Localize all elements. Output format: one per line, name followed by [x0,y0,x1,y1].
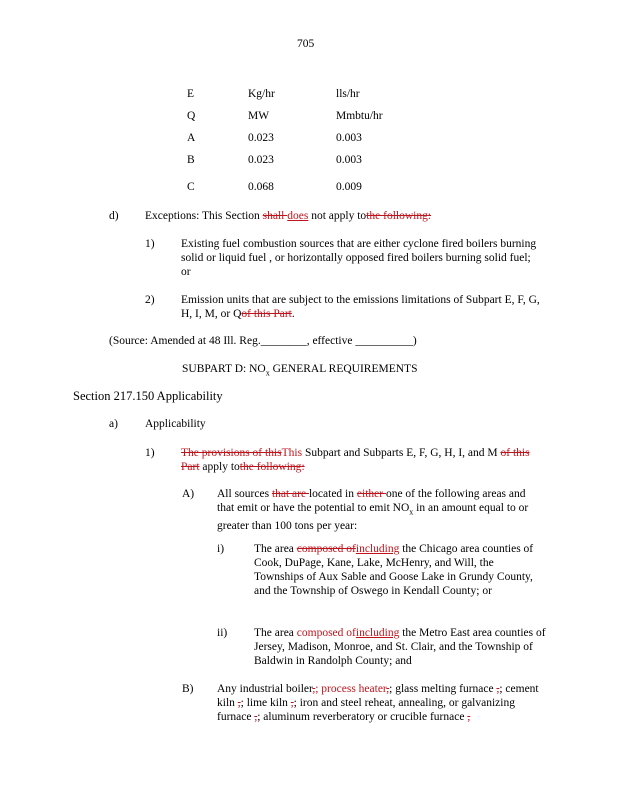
source-note: (Source: Amended at 48 Ill. Reg.________, effective __________) [109,335,417,347]
table-symbol: E [187,88,195,100]
section-heading: Section 217.150 Applicability [73,389,223,403]
table-si-value: 0.023 [248,132,274,144]
table-symbol: C [187,181,195,193]
item-marker: A) [182,488,195,500]
applicability-item-A: All sources that are located in either one of the following areas and that emit or have the potential to emit $NO_x$ in an amount equal to or greater than 100 tons per year: [217,488,529,533]
table-eng-value: 0.003 [336,154,362,166]
table-si-unit: Kg/hr [248,88,275,100]
subsection-marker-a: a) [109,418,118,430]
subpart-heading: SUBPART D: $NO_x$ GENERAL REQUIREMENTS [182,363,418,378]
item-marker: 2) [145,294,155,306]
exceptions-line: Exceptions: This Section shall does not apply tothe following: [145,210,432,222]
table-eng-value: 0.009 [336,181,362,193]
table-eng-value: 0.003 [336,132,362,144]
exception-item-1: Existing fuel combustion sources that are either cyclone fired boilers burning solid or liquid fuel , or horizontally opposed fired boilers burning solid fuel; or [181,238,537,278]
item-marker: 1) [145,238,155,250]
table-si-value: 0.023 [248,154,274,166]
applicability-item-1: The provisions of thisThis Subpart and Subparts E, F, G, H, I, and M of this Part apply tothe following: [181,447,530,473]
table-symbol: B [187,154,195,166]
item-marker: ii) [217,627,228,639]
table-si-value: 0.068 [248,181,274,193]
applicability-item-B: Any industrial boiler,; process heater,; glass melting furnace ,; cement kiln ,; lime kiln ,; iron and steel reheat, annealing, or galvanizing furnace ,; aluminum reverberatory or crucible furnace , [217,683,539,723]
table-eng-unit: lls/hr [336,88,360,100]
applicability-label: Applicability [145,418,206,430]
item-marker: 1) [145,447,155,459]
page-number: 705 [297,38,315,50]
table-symbol: A [187,132,196,144]
table-row [187,87,194,101]
applicability-item-ii: The area composed ofincluding the Metro East area counties of Jersey, Madison, Monroe, and St. Clair, and the Township of Baldwin in Randolph County; and [254,627,546,667]
subsection-marker-d: d) [109,210,119,222]
table-symbol: Q [187,110,196,122]
table-eng-unit: Mmbtu/hr [336,110,383,122]
applicability-item-i: The area composed ofincluding the Chicago area counties of Cook, DuPage, Kane, Lake, McHenry, and Will, the Townships of Aux Sable and Goose Lake in Grundy County, and the Township of Oswego in Kendall County; or [254,543,534,597]
item-marker: B) [182,683,194,695]
table-si-unit: MW [248,110,270,122]
item-marker: i) [217,543,225,555]
exception-item-2: Emission units that are subject to the emissions limitations of Subpart E, F, G, H, I, M, or Qof this Part. [181,294,540,320]
